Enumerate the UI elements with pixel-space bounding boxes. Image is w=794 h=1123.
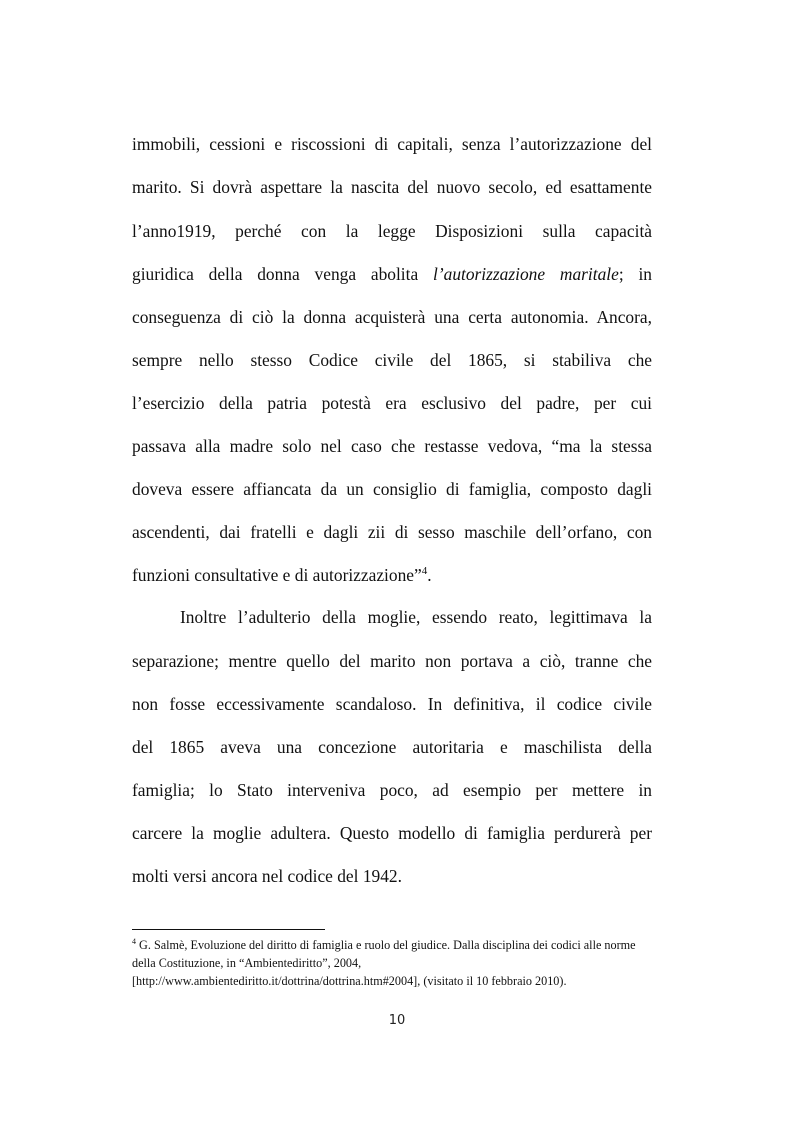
body-text: .: [427, 565, 432, 585]
body-line: immobili, cessioni e riscossioni di capitali, senza l’autorizzazione del: [132, 134, 652, 154]
body-line: [132, 564, 652, 586]
footnote-text: G. Salmè, Evoluzione del diritto di famiglia e ruolo del giudice. Dalla disciplina dei codici alle norme: [136, 938, 636, 952]
body-line: conseguenza di ciò la donna acquisterà una certa autonomia. Ancora,: [132, 307, 652, 327]
footnote-line: [132, 937, 712, 953]
body-line: del 1865 aveva una concezione autoritaria e maschilista della: [132, 737, 652, 757]
body-line: Inoltre l’adulterio della moglie, essendo reato, legittimava la: [180, 607, 652, 627]
body-line: passava alla madre solo nel caso che restasse vedova, “ma la stessa: [132, 436, 652, 456]
body-line: [132, 263, 652, 285]
footnote-link[interactable]: [http://www.ambientediritto.it/dottrina/dottrina.htm#2004], (visitato il 10 febbraio 2010).: [132, 974, 567, 988]
footnote-line: della Costituzione, in “Ambientediritto”, 2004,: [132, 956, 362, 970]
body-line: famiglia; lo Stato interveniva poco, ad esempio per mettere in: [132, 780, 652, 800]
body-line: non fosse eccessivamente scandaloso. In definitiva, il codice civile: [132, 694, 652, 714]
body-line: l’anno1919, perché con la legge Disposizioni sulla capacità: [132, 221, 652, 241]
body-line: doveva essere affiancata da un consiglio di famiglia, composto dagli: [132, 479, 652, 499]
body-line: sempre nello stesso Codice civile del 1865, si stabiliva che: [132, 350, 652, 370]
body-text: ; in: [618, 264, 652, 284]
body-line: marito. Si dovrà aspettare la nascita del nuovo secolo, ed esattamente: [132, 177, 652, 197]
footnote-reference[interactable]: 4: [421, 565, 428, 577]
body-line: molti versi ancora nel codice del 1942.: [132, 866, 402, 886]
body-line: ascendenti, dai fratelli e dagli zii di sesso maschile dell’orfano, con: [132, 522, 652, 542]
body-text: funzioni consultative e di autorizzazione”: [132, 565, 422, 585]
body-line: carcere la moglie adultera. Questo modello di famiglia perdurerà per: [132, 823, 652, 843]
footnote-separator: [132, 929, 325, 930]
italic-term: l’autorizzazione maritale: [433, 264, 619, 284]
page-number: 10: [388, 1013, 406, 1028]
footnote-number: 4: [132, 937, 136, 946]
body-line: l’esercizio della patria potestà era esclusivo del padre, per cui: [132, 393, 652, 413]
body-line: separazione; mentre quello del marito non portava a ciò, tranne che: [132, 651, 652, 671]
body-text: giuridica della donna venga abolita: [132, 264, 433, 284]
